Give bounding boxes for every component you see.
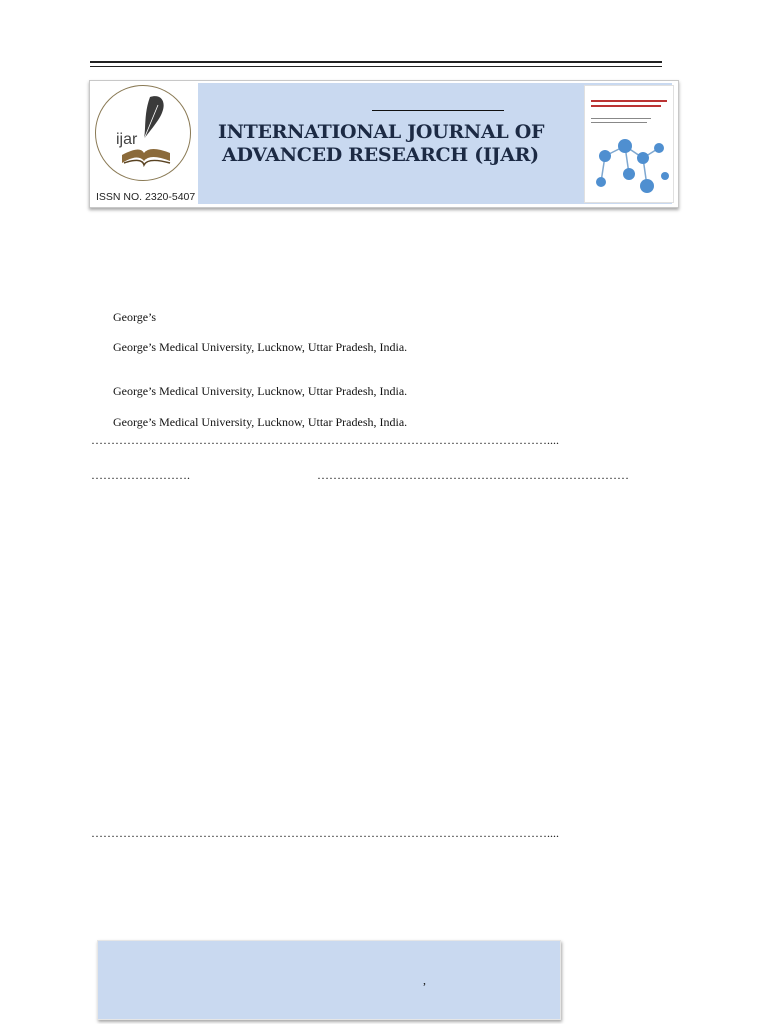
separator-dotted-left: ……………………. — [91, 468, 190, 482]
title-underline — [372, 110, 504, 111]
journal-title-line-2: ADVANCED RESEARCH (IJAR) — [222, 144, 539, 166]
affiliation-line: George’s Medical University, Lucknow, Uttar Pradesh, India. — [113, 415, 408, 429]
issn-number: ISSN NO. 2320-5407 — [96, 191, 196, 203]
top-rule — [90, 61, 662, 67]
logo-text: ijar — [116, 131, 138, 148]
molecule-icon — [585, 86, 675, 204]
journal-title — [218, 121, 568, 167]
quill-book-icon — [92, 83, 196, 183]
affiliation-line: George’s Medical University, Lucknow, Uttar Pradesh, India. — [113, 384, 408, 398]
footer-mark: , — [423, 973, 426, 987]
separator-dotted-full: …………………………………………………………………………………………………….... — [91, 433, 559, 447]
journal-banner — [89, 80, 679, 208]
journal-title-line-1: INTERNATIONAL JOURNAL OF — [218, 121, 545, 143]
separator-dotted-right: …………………………………………………………………… — [317, 468, 629, 482]
journal-logo — [92, 83, 196, 205]
separator-dotted-full: …………………………………………………………………………………………………….... — [91, 826, 559, 840]
footer-panel — [97, 940, 561, 1020]
affiliation-line: George’s — [113, 310, 157, 324]
journal-cover-thumbnail — [584, 85, 674, 203]
affiliation-line: George’s Medical University, Lucknow, Uttar Pradesh, India. — [113, 340, 408, 354]
